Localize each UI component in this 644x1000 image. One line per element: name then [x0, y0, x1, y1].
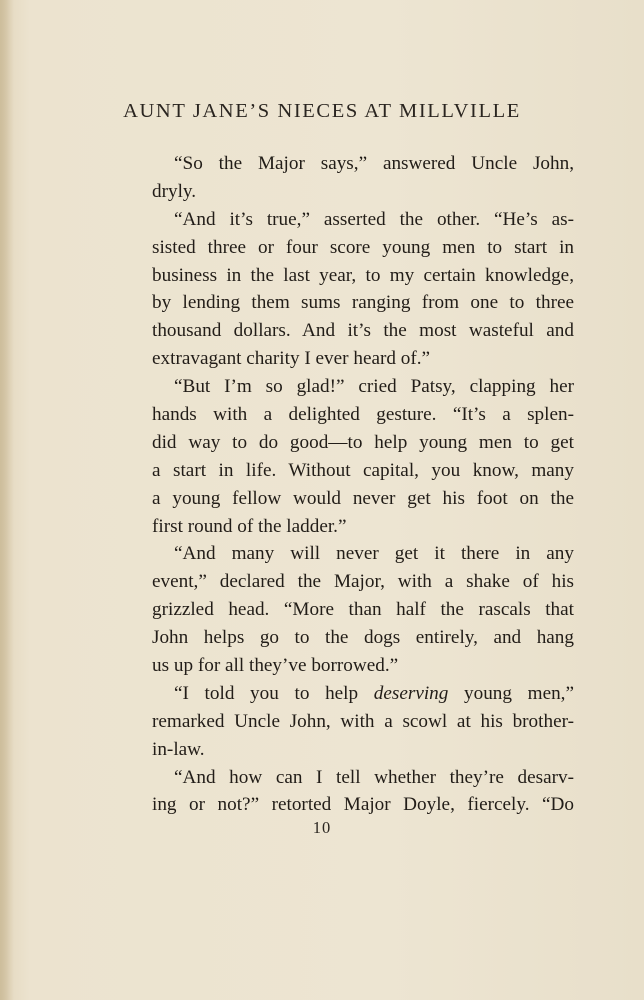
text-line: first round of the ladder.”: [152, 515, 347, 537]
text-line: did way to do good—to help young men to get: [152, 431, 574, 453]
text-line: “And it’s true,” asserted the other. “He’s as-: [174, 208, 574, 230]
text-line: dryly.: [152, 180, 197, 202]
body-text: [152, 150, 574, 819]
page-number: 10: [312, 818, 332, 837]
text-line: sisted three or four score young men to start in: [152, 236, 574, 258]
text-line: by lending them sums ranging from one to three: [152, 292, 574, 314]
text-line: event,” declared the Major, with a shake of his: [152, 571, 574, 593]
text-line-with-emphasis: [152, 680, 574, 708]
page-gutter-shadow: [0, 0, 14, 1000]
text-line: “But I’m so glad!” cried Patsy, clapping her: [174, 376, 574, 398]
text-line: hands with a delighted gesture. “It’s a splen-: [152, 404, 574, 426]
text-line: “So the Major says,” answered Uncle John,: [174, 153, 574, 174]
text-line: a young fellow would never get his foot on the: [152, 487, 574, 509]
text-line: extravagant charity I ever heard of.”: [152, 348, 431, 370]
text-line: us up for all they’ve borrowed.”: [152, 655, 399, 677]
text-line: grizzled head. “More than half the rascals that: [152, 599, 574, 621]
text-line: ing or not?” retorted Major Doyle, fiercely. “Do: [152, 794, 574, 816]
text-segment: “I told you to help: [174, 682, 374, 704]
text-segment: young men,”: [448, 682, 574, 704]
running-head: AUNT JANE’S NIECES AT MILLVILLE: [123, 100, 521, 122]
emphasized-word: deserving: [373, 682, 449, 704]
text-line: John helps go to the dogs entirely, and hang: [152, 627, 574, 649]
text-line: “And how can I tell whether they’re desarv-: [174, 766, 574, 788]
text-line: a start in life. Without capital, you know, many: [152, 459, 574, 481]
text-line: business in the last year, to my certain knowledge,: [152, 264, 574, 286]
text-line: remarked Uncle John, with a scowl at his brother-: [152, 710, 574, 732]
text-line: “And many will never get it there in any: [174, 543, 574, 565]
text-line: thousand dollars. And it’s the most wasteful and: [152, 320, 574, 342]
text-line: in-law.: [152, 738, 205, 760]
